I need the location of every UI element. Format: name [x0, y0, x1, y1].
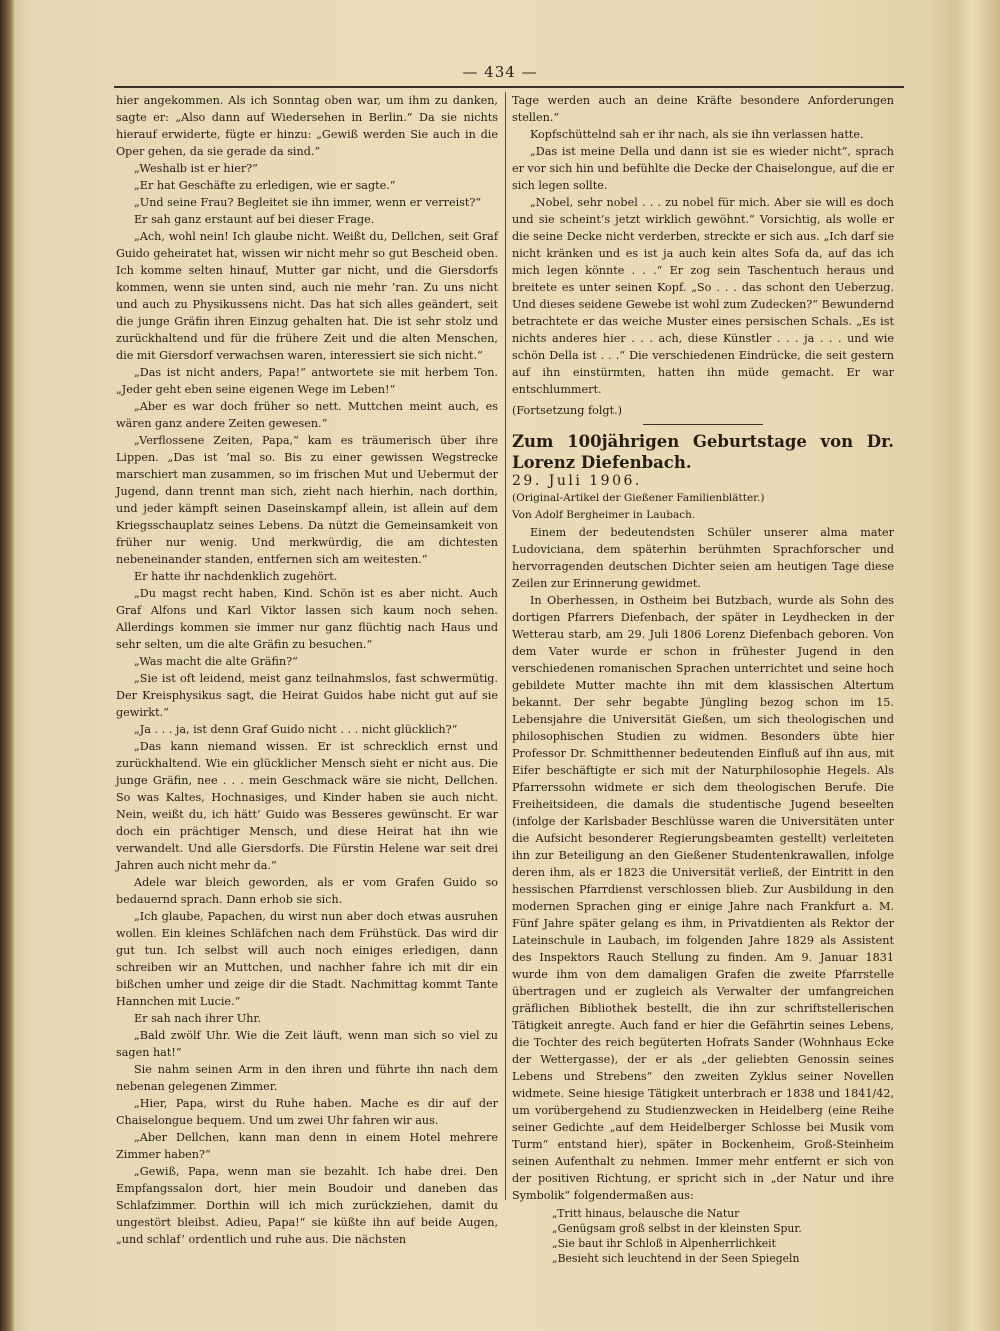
column-rule — [505, 92, 506, 1200]
poem-line: „Sie baut ihr Schloß in Alpenherrlichkeit — [552, 1237, 776, 1250]
left-paragraph: Er sah nach ihrer Uhr. — [134, 1012, 262, 1025]
left-paragraph: Adele war bleich geworden, als er vom Grafen Guido so bedauernd sprach. Dann erhob sie sich. — [116, 876, 498, 906]
left-column — [116, 92, 498, 1248]
article-author: Von Adolf Bergheimer in Laubach. — [512, 509, 696, 521]
left-paragraph: „Hier, Papa, wirst du Ruhe haben. Mache es dir auf der Chaiselongue bequem. Und um zwei Uhr fahren wir aus. — [116, 1097, 498, 1127]
right-paragraph: Tage werden auch an deine Kräfte besondere Anforderungen stellen.“ — [512, 94, 894, 124]
poem-line: „Genügsam groß selbst in der kleinsten Spur. — [552, 1222, 802, 1235]
left-paragraph: „Das ist nicht anders, Papa!“ antwortete sie mit herbem Ton. „Jeder geht eben seine eigenen Wege im Leben!“ — [116, 366, 498, 396]
page-edge-shadow — [938, 0, 1000, 1331]
left-paragraph: Er sah ganz erstaunt auf bei dieser Frage. — [134, 213, 375, 226]
left-paragraph: „Verflossene Zeiten, Papa,“ kam es träumerisch über ihre Lippen. „Das ist ’mal so. Bis zu einer gewissen Wegstrecke marschiert man zusammen, so im frischen Mut und Uebermut der Jugend, dann trennt man sich, zieht nach hierhin, nach dorthin, und jeder kämpft seinen Daseinskampf allein, ist allein auf dem Kriegsschauplatz seines Lebens. Da nützt die Gemeinsamkeit von früher nur wenig. Und merkwürdig, die am dichtesten nebeneinander standen, entfernen sich am weitesten.“ — [116, 434, 498, 566]
left-paragraph: „Er hat Geschäfte zu erledigen, wie er sagte.“ — [134, 179, 396, 192]
article-title: Zum 100jährigen Geburtstage von Dr. Lorenz Diefenbach. — [512, 432, 894, 472]
left-paragraph: „Ja . . . ja, ist denn Graf Guido nicht . . . nicht glücklich?“ — [134, 723, 458, 736]
right-column — [512, 92, 894, 1266]
left-paragraph: „Was macht die alte Gräfin?“ — [134, 655, 298, 668]
left-paragraph: „Aber Dellchen, kann man denn in einem Hotel mehrere Zimmer haben?“ — [116, 1131, 498, 1161]
left-paragraph: „Ich glaube, Papachen, du wirst nun aber doch etwas ausruhen wollen. Ein kleines Schläfchen nach dem Frühstück. Das wird dir gut tun. Ich selbst will auch noch einiges erledigen, dann schreiben wir an Muttchen, und nachher fahre ich mit dir ein bißchen umher und zeige dir die Stadt. Nachmittag kommt Tante Hannchen mit Lucie.“ — [116, 910, 498, 1008]
poem-line: „Tritt hinaus, belausche die Natur — [552, 1207, 740, 1220]
left-paragraph: „Das kann niemand wissen. Er ist schrecklich ernst und zurückhaltend. Wie ein glücklicher Mensch sieht er nicht aus. Die junge Gräfin, nee . . . mein Geschmack wäre sie nicht, Dellchen. So was Kaltes, Hochnasiges, und Kinder haben sie auch nicht. Nein, weißt du, ich hätt’ Guido was Besseres gewünscht. Er war doch ein prächtiger Mensch, und diese Heirat hat ihn wie verwandelt. Und alle Giersdorfs. Die Fürstin Helene war seit drei Jahren auch nicht mehr da.“ — [116, 740, 498, 872]
right-paragraph: „Nobel, sehr nobel . . . zu nobel für mich. Aber sie will es doch und sie scheint’s jetzt wirklich gewöhnt.“ Vorsichtig, als wolle er die seine Decke nicht verderben, streckte er sich aus. „Ich darf sie nicht kränken und es ist ja auch kein altes Sofa da, auf das ich mich legen könnte . . .“ Er zog sein Taschentuch heraus und breitete es unter seinen Kopf. „So . . . das schont den Ueberzug. Und dieses seidene Gewebe ist wohl zum Zudecken?“ Bewundernd betrachtete er das weiche Muster eines persischen Schals. „Es ist nichts anderes hier . . . ach, diese Künstler . . . ja . . . und wie schön Della ist . . .“ Die verschiedenen Eindrücke, die seit gestern auf ihn einstürmten, hatten ihn müde gemacht. Er war entschlummert. — [512, 196, 894, 396]
left-paragraph: „Aber es war doch früher so nett. Muttchen meint auch, es wären ganz andere Zeiten gewesen.“ — [116, 400, 498, 430]
section-rule — [643, 424, 763, 425]
article-date: 29. Juli 1906. — [512, 473, 642, 489]
left-paragraph: „Sie ist oft leidend, meist ganz teilnahmslos, fast schwermütig. Der Kreisphysikus sagt, die Heirat Guidos habe nicht gut auf sie gewirkt.“ — [116, 672, 498, 719]
article-paragraph: Einem der bedeutendsten Schüler unserer alma mater Ludoviciana, dem späterhin berühmten Sprachforscher und hervorragenden deutschen Dichter seien am heutigen Tage diese Zeilen zur Erinnerung gewidmet. — [512, 526, 894, 590]
left-paragraph: „Und seine Frau? Begleitet sie ihn immer, wenn er verreist?“ — [134, 196, 482, 209]
article-origin: (Original-Artikel der Gießener Familienblätter.) — [512, 492, 765, 504]
left-paragraph: „Bald zwölf Uhr. Wie die Zeit läuft, wenn man sich so viel zu sagen hat!“ — [116, 1029, 498, 1059]
left-paragraph: „Ach, wohl nein! Ich glaube nicht. Weißt du, Dellchen, seit Graf Guido geheiratet hat, wissen wir nicht mehr so gut Bescheid oben. Ich komme selten hinauf, Mutter gar nicht, und die Giersdorfs kommen, wenn sie unten sind, auch nie mehr ’ran. Zu uns nicht und auch zu Physikussens nicht. Das hat sich alles geändert, seit die junge Gräfin ihren Einzug gehalten hat. Die ist sehr stolz und zurückhaltend und für die frühere Zeit und die alten Menschen, die mit Giersdorf verwachsen waren, interessiert sie sich nicht.“ — [116, 230, 498, 362]
left-paragraph: Er hatte ihr nachdenklich zugehört. — [134, 570, 338, 583]
article-paragraph: In Oberhessen, in Ostheim bei Butzbach, wurde als Sohn des dortigen Pfarrers Diefenbach, der später in Leydhecken in der Wetterau starb, am 29. Juli 1806 Lorenz Diefenbach geboren. Von dem Vater wurde er schon in frühester Jugend in den verschiedenen romanischen Sprachen unterrichtet und seine hoch gebildete Mutter machte ihn mit dem klassischen Altertum bekannt. Der sehr begabte Jüngling bezog schon im 15. Lebensjahre die Universität Gießen, um sich theologischen und philosophischen Studien zu widmen. Besonders übte hier Professor Dr. Schmitthenner bedeutenden Einfluß auf ihn aus, mit Eifer beschäftigte er sich mit der Naturphilosophie Hegels. Als Pfarrerssohn widmete er sich dem theologischen Berufe. Die Freiheitsideen, die damals die studentische Jugend beseelten (infolge der Karlsbader Beschlüsse waren die Universitäten unter die Aufsicht besonderer Regierungsbeamten gestellt) verleiteten ihn zur Beteiligung an den Gießener Studentenkrawallen, infolge deren ihm, als er 1823 die Universität verließ, der Eintritt in den hessischen Pfarrdienst verschlossen blieb. Zur Ausbildung in den modernen Sprachen ging er einige Jahre nach Frankfurt a. M. Fünf Jahre später gelang es ihm, in Privatdienten als Rektor der Lateinschule in Laubach, im folgenden Jahre 1829 als Assistent des Inspektors Rauch Stellung zu finden. Am 9. Januar 1831 wurde ihm von dem damaligen Grafen die zweite Pfarrstelle übertragen und er zugleich als Verwalter der umfangreichen gräflichen Bibliothek bestellt, die ihn zur schriftstellerischen Tätigkeit anregte. Auch fand er hier die Gefährtin seines Lebens, die Tochter des reich begüterten Hofrats Sander (Wohnhaus Ecke der Wettergasse), der er als „der geliebten Genossin seines Lebens und Strebens“ den zweiten Zyklus seiner Novellen widmete. Seine hiesige Tätigkeit unterbrach er 1838 und 1841/42, um vorübergehend zu Studienzwecken in Heidelberg (eine Reihe seiner Gedichte „auf dem Heidelberger Schlosse bei Musik vom Turm“ entstand hier), später in Bockenheim, Groß-Steinheim seinen Aufenthalt zu nehmen. Immer mehr entfernt er sich von der positiven Richtung, er spricht sich in „der Natur und ihre Symbolik“ folgendermaßen aus: — [512, 594, 894, 1202]
continued-note: (Fortsetzung folgt.) — [512, 404, 623, 417]
left-paragraph: Sie nahm seinen Arm in den ihren und führte ihn nach dem nebenan gelegenen Zimmer. — [116, 1063, 498, 1093]
left-paragraph: „Du magst recht haben, Kind. Schön ist es aber nicht. Auch Graf Alfons und Karl Viktor lassen sich kaum noch sehen. Allerdings kommen sie immer nur ganz flüchtig nach Haus und sehr selten, um die alte Gräfin zu besuchen.“ — [116, 587, 498, 651]
poem — [552, 1206, 894, 1266]
page-number: — 434 — — [462, 63, 538, 81]
header-rule — [114, 86, 904, 88]
right-paragraph: Kopfschüttelnd sah er ihr nach, als sie ihn verlassen hatte. — [530, 128, 864, 141]
poem-line: „Besieht sich leuchtend in der Seen Spiegeln — [552, 1252, 800, 1265]
left-paragraph: hier angekommen. Als ich Sonntag oben war, um ihm zu danken, sagte er: „Also dann auf Wiedersehen in Berlin.“ Da sie nichts hierauf erwiderte, fügte er hinzu: „Gewiß werden Sie auch in die Oper gehen, da sie gerade da sind.“ — [116, 94, 498, 158]
right-paragraph: „Das ist meine Della und dann ist sie es wieder nicht“, sprach er vor sich hin und befühlte die Decke der Chaiselongue, auf die er sich legen sollte. — [512, 145, 894, 192]
left-paragraph: „Gewiß, Papa, wenn man sie bezahlt. Ich habe drei. Den Empfangssalon dort, hier mein Boudoir und daneben das Schlafzimmer. Dorthin will ich mich zurückziehen, damit du ungestört bleibst. Adieu, Papa!“ sie küßte ihn auf beide Augen, „und schlaf’ ordentlich und ruhe aus. Die nächsten — [116, 1165, 498, 1246]
page-binding — [0, 0, 14, 1331]
left-paragraph: „Weshalb ist er hier?“ — [134, 162, 258, 175]
